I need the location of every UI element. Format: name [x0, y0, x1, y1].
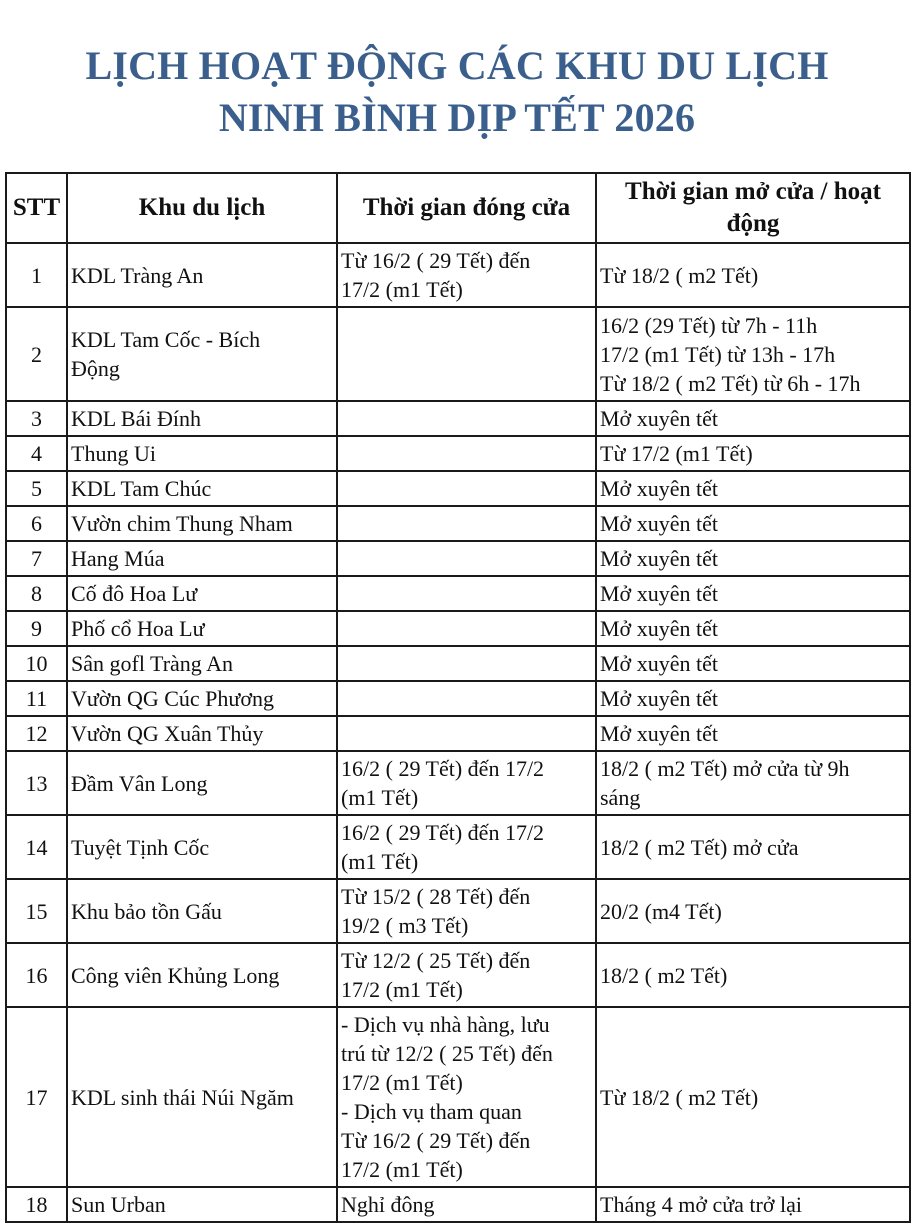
- table-row: [6, 611, 910, 646]
- row-open: 20/2 (m4 Tết): [596, 879, 910, 943]
- table-row: [6, 401, 910, 436]
- header-closed: Thời gian đóng cửa: [337, 173, 596, 243]
- row-place: Công viên Khủng Long: [67, 943, 337, 1007]
- table-row: [6, 576, 910, 611]
- table-row: [6, 681, 910, 716]
- row-stt: 12: [6, 716, 67, 751]
- table-row: [6, 815, 910, 879]
- row-place: Hang Múa: [67, 541, 337, 576]
- row-closed: [337, 611, 596, 646]
- row-open: Tháng 4 mở cửa trở lại: [596, 1187, 910, 1222]
- row-closed: [337, 506, 596, 541]
- row-place: Thung Ui: [67, 436, 337, 471]
- row-closed: [337, 307, 596, 401]
- row-closed: [337, 401, 596, 436]
- table-row: [6, 1187, 910, 1222]
- row-open: Từ 18/2 ( m2 Tết): [596, 1007, 910, 1187]
- row-stt: 18: [6, 1187, 67, 1222]
- row-open: Mở xuyên tết: [596, 646, 910, 681]
- row-closed: [337, 541, 596, 576]
- row-place: Vườn chim Thung Nham: [67, 506, 337, 541]
- header-stt: STT: [6, 173, 67, 243]
- row-place: Sun Urban: [67, 1187, 337, 1222]
- table-row: [6, 471, 910, 506]
- table-row: [6, 541, 910, 576]
- row-closed: Nghỉ đông: [337, 1187, 596, 1222]
- row-stt: 13: [6, 751, 67, 815]
- row-place: Sân gofl Tràng An: [67, 646, 337, 681]
- row-stt: 1: [6, 243, 67, 307]
- row-stt: 8: [6, 576, 67, 611]
- row-place: Vườn QG Cúc Phương: [67, 681, 337, 716]
- header-place: Khu du lịch: [67, 173, 337, 243]
- row-stt: 5: [6, 471, 67, 506]
- row-closed: [337, 646, 596, 681]
- row-closed: Từ 16/2 ( 29 Tết) đến 17/2 (m1 Tết): [337, 243, 596, 307]
- title-line-1: LỊCH HOẠT ĐỘNG CÁC KHU DU LỊCH: [85, 43, 829, 88]
- row-stt: 3: [6, 401, 67, 436]
- row-stt: 10: [6, 646, 67, 681]
- table-header-row: [6, 173, 910, 243]
- row-open: 16/2 (29 Tết) từ 7h - 11h 17/2 (m1 Tết) từ 13h - 17h Từ 18/2 ( m2 Tết) từ 6h - 17h: [596, 307, 910, 401]
- row-stt: 6: [6, 506, 67, 541]
- row-open: Mở xuyên tết: [596, 681, 910, 716]
- row-open: Từ 18/2 ( m2 Tết): [596, 243, 910, 307]
- row-closed: - Dịch vụ nhà hàng, lưu trú từ 12/2 ( 25 Tết) đến 17/2 (m1 Tết) - Dịch vụ tham quan Từ 16/2 ( 29 Tết) đến 17/2 (m1 Tết): [337, 1007, 596, 1187]
- table-row: [6, 751, 910, 815]
- title-line-2: NINH BÌNH DỊP TẾT 2026: [218, 95, 696, 140]
- row-stt: 17: [6, 1007, 67, 1187]
- row-closed: Từ 15/2 ( 28 Tết) đến 19/2 ( m3 Tết): [337, 879, 596, 943]
- table-row: [6, 506, 910, 541]
- row-place: Cố đô Hoa Lư: [67, 576, 337, 611]
- row-open: 18/2 ( m2 Tết) mở cửa từ 9h sáng: [596, 751, 910, 815]
- table-row: [6, 646, 910, 681]
- row-place: Đầm Vân Long: [67, 751, 337, 815]
- row-closed: [337, 471, 596, 506]
- row-closed: [337, 576, 596, 611]
- row-open: Mở xuyên tết: [596, 611, 910, 646]
- row-stt: 9: [6, 611, 67, 646]
- row-place: Vườn QG Xuân Thủy: [67, 716, 337, 751]
- row-open: Mở xuyên tết: [596, 401, 910, 436]
- row-open: Mở xuyên tết: [596, 716, 910, 751]
- row-open: Từ 17/2 (m1 Tết): [596, 436, 910, 471]
- row-stt: 4: [6, 436, 67, 471]
- row-closed: 16/2 ( 29 Tết) đến 17/2 (m1 Tết): [337, 815, 596, 879]
- row-place: KDL Tam Chúc: [67, 471, 337, 506]
- row-open: Mở xuyên tết: [596, 541, 910, 576]
- page-title: [0, 40, 914, 144]
- row-place: Phố cổ Hoa Lư: [67, 611, 337, 646]
- row-place: KDL Tam Cốc - Bích Động: [67, 307, 337, 401]
- row-closed: 16/2 ( 29 Tết) đến 17/2 (m1 Tết): [337, 751, 596, 815]
- row-place: KDL sinh thái Núi Ngăm: [67, 1007, 337, 1187]
- row-place: KDL Tràng An: [67, 243, 337, 307]
- row-stt: 14: [6, 815, 67, 879]
- row-open: Mở xuyên tết: [596, 471, 910, 506]
- row-closed: Từ 12/2 ( 25 Tết) đến 17/2 (m1 Tết): [337, 943, 596, 1007]
- row-closed: [337, 681, 596, 716]
- row-closed: [337, 716, 596, 751]
- schedule-table: [5, 172, 911, 1223]
- table-row: [6, 436, 910, 471]
- row-stt: 15: [6, 879, 67, 943]
- row-closed: [337, 436, 596, 471]
- row-open: 18/2 ( m2 Tết): [596, 943, 910, 1007]
- table-row: [6, 716, 910, 751]
- table-row: [6, 943, 910, 1007]
- header-open: Thời gian mở cửa / hoạt động: [596, 173, 910, 243]
- table-row: [6, 1007, 910, 1187]
- table-row: [6, 307, 910, 401]
- row-open: 18/2 ( m2 Tết) mở cửa: [596, 815, 910, 879]
- row-stt: 2: [6, 307, 67, 401]
- table-row: [6, 879, 910, 943]
- row-open: Mở xuyên tết: [596, 506, 910, 541]
- row-stt: 16: [6, 943, 67, 1007]
- row-place: Tuyệt Tịnh Cốc: [67, 815, 337, 879]
- row-place: Khu bảo tồn Gấu: [67, 879, 337, 943]
- row-open: Mở xuyên tết: [596, 576, 910, 611]
- row-stt: 11: [6, 681, 67, 716]
- row-place: KDL Bái Đính: [67, 401, 337, 436]
- row-stt: 7: [6, 541, 67, 576]
- table-row: [6, 243, 910, 307]
